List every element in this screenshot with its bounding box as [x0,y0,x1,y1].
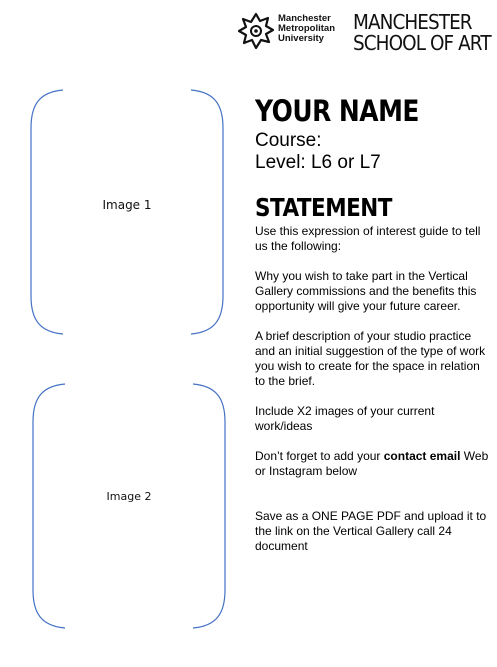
course-label: Course: [255,130,322,151]
contact-reminder-text [255,449,490,479]
studio-practice-text: A brief description of your studio practice and an initial suggestion of the type of work you wish to create for the space in relation to the brief. [255,329,486,388]
contact-reminder-start: Don’t forget to add your [255,449,384,463]
image-1-frame-brackets [28,88,226,336]
contact-reminder-end: Web or Instagram below [255,449,489,478]
mmu-wordmark-line: Manchester [278,13,331,24]
level-label: Level: L6 or L7 [255,152,381,173]
image-2-label: Image 2 [106,490,152,503]
mmu-wordmark [278,14,335,44]
image-2-placeholder [30,382,228,630]
why-take-part-text: Why you wish to take part in the Vertical Gallery commissions and the benefits this opportunity will give your future career. [255,269,477,313]
mmu-wordmark-line: Metropolitan [278,23,335,34]
name-title: YOUR NAME [255,94,419,128]
mmu-wordmark-line: University [278,33,324,44]
msa-wordmark [353,10,491,55]
statement-heading: STATEMENT [255,193,392,222]
images-instruction-text: Include X2 images of your current work/ideas [255,404,435,433]
mmu-logo [238,12,346,52]
image-2-frame-brackets [30,382,228,630]
save-instruction-text: Save as a ONE PAGE PDF and upload it to the link on the Vertical Gallery call 24 document [255,509,487,553]
msa-wordmark-line: SCHOOL OF ART [353,31,491,55]
image-1-label: Image 1 [102,198,152,212]
msa-wordmark-line: MANCHESTER [353,10,472,34]
image-1-placeholder [28,88,226,336]
contact-email-emphasis: contact email [383,449,461,463]
mmu-elephant-emblem-icon [238,12,274,52]
statement-column [255,92,490,554]
guide-intro-text: Use this expression of interest guide to tell us the following: [255,224,481,253]
